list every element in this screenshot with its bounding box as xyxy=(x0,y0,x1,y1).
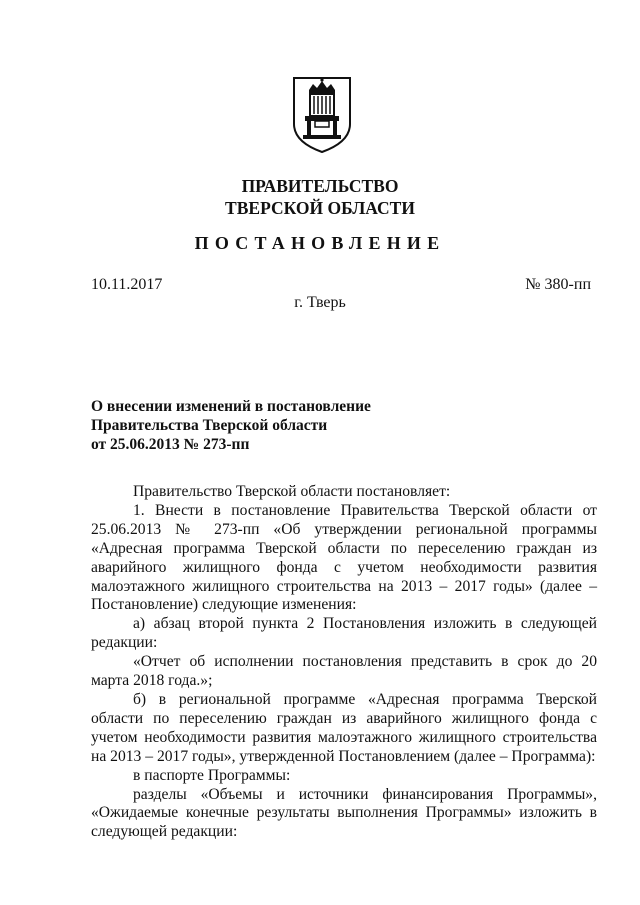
document-body xyxy=(91,483,597,842)
body-paragraph: в паспорте Программы: xyxy=(133,766,291,784)
document-type: ПОСТАНОВЛЕНИЕ xyxy=(194,233,446,253)
document-number: № 380-пп xyxy=(525,276,591,293)
org-name-line2: ТВЕРСКОЙ ОБЛАСТИ xyxy=(225,198,415,218)
body-paragraph: Правительство Тверской области постановляет: xyxy=(133,483,451,500)
subject-line3: от 25.06.2013 № 273-пп xyxy=(91,436,250,453)
subject-line1: О внесении изменений в постановление xyxy=(91,398,371,415)
body-paragraph: 1. Внести в постановление Правительства Тверской области от 25.06.2013 № 273-пп «Об утверждении региональной программы «Адресная программа Тверской области по переселению граждан из аварийного жилищного фонда с учетом необходимости развития малоэтажного жилищного строительства на 2013 – 2017 годы» (далее – Постановление) следующие изменения: xyxy=(91,501,597,614)
body-paragraph: б) в региональной программе «Адресная программа Тверской области по переселению граждан из аварийного жилищного фонда с учетом необходимости развития малоэтажного жилищного строительства на 2013 – 2017 годы», утвержденной Постановлением (далее – Программа): xyxy=(91,690,597,765)
document-date: 10.11.2017 xyxy=(91,276,163,293)
document-city: г. Тверь xyxy=(294,294,346,311)
body-paragraph: а) абзац второй пункта 2 Постановления изложить в следующей редакции: xyxy=(91,615,597,652)
body-paragraph: «Отчет об исполнении постановления представить в срок до 20 марта 2018 года.»; xyxy=(91,653,597,690)
tver-coat-of-arms-icon xyxy=(291,76,353,154)
body-paragraph: разделы «Объемы и источники финансирования Программы», «Ожидаемые конечные результаты выполнения Программы» изложить в следующей редакции: xyxy=(91,785,597,841)
org-name-line1: ПРАВИТЕЛЬСТВО xyxy=(241,176,399,196)
subject-line2: Правительства Тверской области xyxy=(91,417,328,434)
